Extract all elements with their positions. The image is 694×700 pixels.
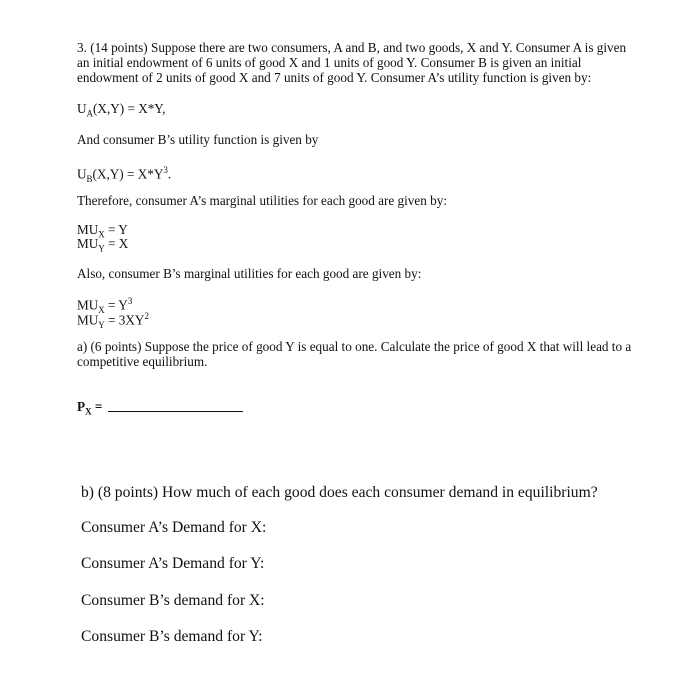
utility-a-symbol: U xyxy=(77,101,87,116)
price-x-subscript: X xyxy=(85,406,92,417)
mu-b-y-symbol: MU xyxy=(77,312,99,328)
mu-a-x-subscript: X xyxy=(98,229,105,240)
mu-a-x-expression: = Y xyxy=(104,222,128,237)
utility-b-intro: And consumer B’s utility function is given by xyxy=(77,132,319,147)
demand-b-y: Consumer B’s demand for Y: xyxy=(81,628,263,645)
question-intro-line-3: endowment of 2 units of good X and 7 units of good Y. Consumer A’s utility function is given by: xyxy=(77,70,592,85)
price-x-symbol: P xyxy=(77,399,86,414)
utility-b-subscript: B xyxy=(86,174,93,185)
utility-function-b xyxy=(77,163,171,187)
mu-a-y-subscript: Y xyxy=(98,243,105,254)
part-a-line-2: competitive equilibrium. xyxy=(77,354,208,369)
price-x-answer-blank xyxy=(108,399,243,412)
mu-b-x-exponent: 3 xyxy=(127,296,133,306)
mu-a-y xyxy=(77,236,128,257)
utility-function-a xyxy=(77,101,165,122)
demand-a-y: Consumer A’s Demand for Y: xyxy=(81,555,265,572)
mu-b-x-expression: = Y xyxy=(104,297,128,313)
utility-b-symbol: U xyxy=(77,166,87,182)
mu-b-y-exponent: 2 xyxy=(144,311,149,321)
mu-b-y xyxy=(77,309,149,333)
utility-b-expression: (X,Y) = X*Y xyxy=(92,166,164,182)
price-x-equals: = xyxy=(91,399,103,414)
demand-b-x: Consumer B’s demand for X: xyxy=(81,592,265,609)
mu-b-intro: Also, consumer B’s marginal utilities for each good are given by: xyxy=(77,266,422,281)
mu-b-y-expression: = 3XY xyxy=(104,312,145,328)
price-x-answer xyxy=(77,399,243,420)
demand-a-x: Consumer A’s Demand for X: xyxy=(81,519,267,536)
utility-b-exponent: 3 xyxy=(163,165,168,175)
mu-b-y-subscript: Y xyxy=(98,320,105,331)
mu-a-y-expression: = X xyxy=(104,236,129,251)
mu-a-intro: Therefore, consumer A’s marginal utilities for each good are given by: xyxy=(77,193,447,208)
question-intro-line-1: 3. (14 points) Suppose there are two consumers, A and B, and two goods, X and Y. Consumer A is given xyxy=(77,40,627,55)
question-intro-line-2: an initial endowment of 6 units of good X and 1 units of good Y. Consumer B is given an initial xyxy=(77,55,582,70)
utility-a-expression: (X,Y) = X*Y, xyxy=(93,101,166,116)
mu-b-x-subscript: X xyxy=(98,305,105,316)
utility-b-period: . xyxy=(167,166,172,182)
mu-a-x-symbol: MU xyxy=(77,222,99,237)
part-b-question: b) (8 points) How much of each good does each consumer demand in equilibrium? xyxy=(81,484,598,501)
part-a-line-1: a) (6 points) Suppose the price of good Y is equal to one. Calculate the price of good X that will lead to a xyxy=(77,339,632,354)
utility-a-subscript: A xyxy=(86,108,94,119)
mu-b-x-symbol: MU xyxy=(77,297,99,313)
mu-a-y-symbol: MU xyxy=(77,236,99,251)
